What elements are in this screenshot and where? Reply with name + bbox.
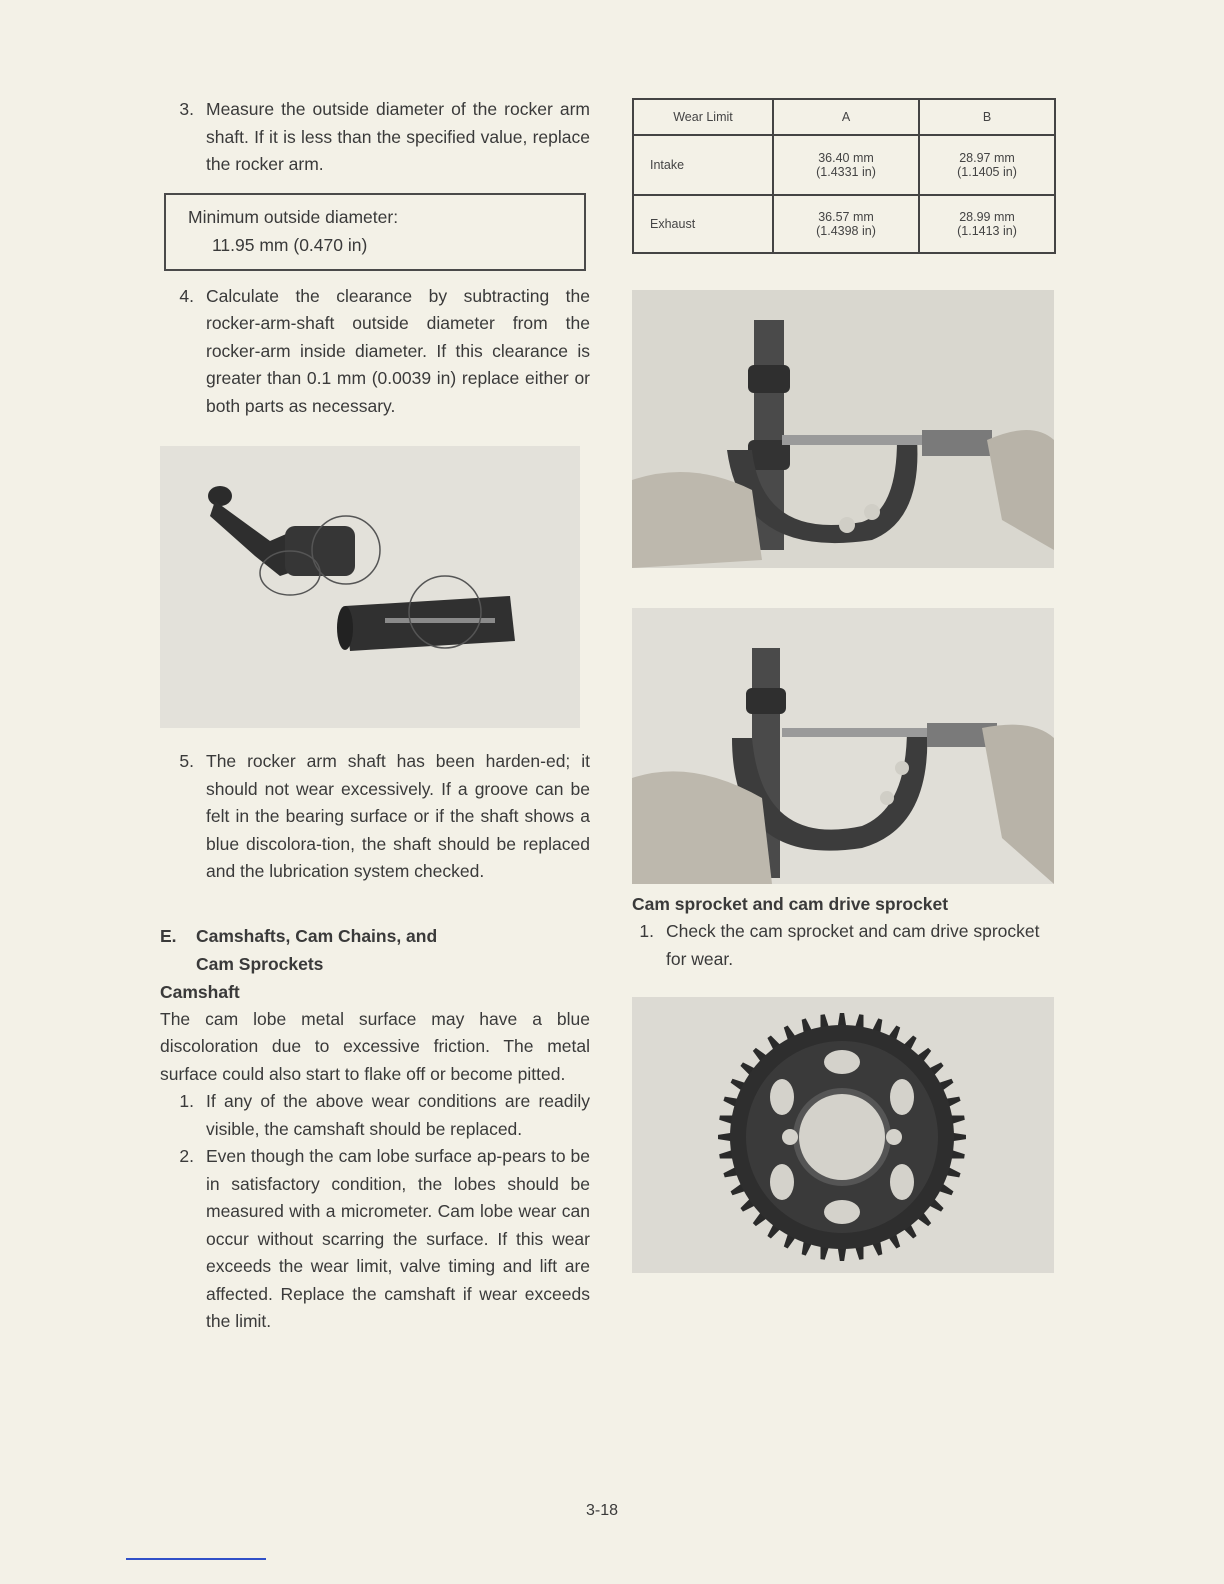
spec-box	[164, 193, 586, 271]
step-5	[160, 748, 590, 886]
camshaft-heading: Camshaft	[160, 981, 240, 1002]
cell-mm: 28.99 mm	[959, 210, 1015, 224]
left-column	[160, 96, 590, 1336]
rocker-arm-photo	[160, 446, 580, 728]
page-number: 3-18	[586, 1502, 619, 1519]
cell-mm: 36.57 mm	[818, 210, 874, 224]
table-cell	[773, 195, 919, 253]
cell-in: (1.1405 in)	[957, 165, 1017, 179]
step-text: Measure the outside diameter of the rocker arm shaft. If it is less than the specified value, replace the rocker arm.	[206, 99, 590, 174]
table-cell	[773, 135, 919, 195]
spec-label: Minimum outside diameter:	[188, 206, 399, 227]
step-number: 4.	[179, 285, 194, 306]
camshaft-item-2	[160, 1143, 590, 1336]
table-cell	[919, 195, 1055, 253]
step-3	[160, 96, 590, 179]
step-number: 2.	[179, 1146, 194, 1166]
section-title-line2: Cam Sprockets	[196, 953, 324, 974]
step-text: The rocker arm shaft has been harden-ed; it should not wear excessively. If a groove can be felt in the bearing surface or if the shaft shows a blue discolora-tion, the shaft should be replaced and the lubrication system checked.	[206, 751, 590, 881]
table-row-label: Exhaust	[633, 195, 773, 253]
step-text: Even though the cam lobe surface ap-pears to be in satisfactory condition, the lobes should be measured with a micrometer. Cam lobe wear can occur without scarring the surface. If this wear exceeds the wear limit, valve timing and lift are affected. Replace the camshaft if wear exceeds the limit.	[206, 1146, 590, 1331]
sprocket-heading: Cam sprocket and cam drive sprocket	[632, 894, 949, 914]
cell-in: (1.4331 in)	[816, 165, 876, 179]
spec-value: 11.95 mm (0.470 in)	[212, 234, 368, 255]
camshaft-intro: The cam lobe metal surface may have a blue discoloration due to excessive friction. The metal surface could also start to flake off or become pitted.	[160, 1008, 590, 1084]
right-column	[632, 98, 1058, 1273]
micrometer-illustration	[632, 608, 1054, 884]
section-letter: E.	[160, 925, 177, 946]
footer-line	[126, 1558, 266, 1560]
table-row	[633, 195, 1055, 253]
step-number: 3.	[179, 99, 194, 119]
sprocket-item-1	[632, 918, 1058, 973]
table-row	[633, 135, 1055, 195]
table-header-cell: A	[773, 99, 919, 135]
rocker-arm-illustration	[160, 446, 580, 728]
section-title-line1: Camshafts, Cam Chains, and	[196, 925, 438, 946]
cell-in: (1.4398 in)	[816, 224, 876, 238]
step-number: 1.	[179, 1091, 194, 1111]
step-text: If any of the above wear conditions are readily visible, the camshaft should be replaced.	[206, 1091, 590, 1139]
camshaft-micrometer-photo-2	[632, 608, 1054, 884]
table-header-row	[633, 99, 1055, 135]
step-4	[160, 283, 590, 421]
cell-mm: 28.97 mm	[959, 151, 1015, 165]
step-number: 1.	[639, 921, 654, 941]
section-heading	[160, 922, 590, 978]
cell-mm: 36.40 mm	[818, 151, 874, 165]
cam-sprocket-photo	[632, 997, 1054, 1273]
table-header-cell: Wear Limit	[633, 99, 773, 135]
camshaft-item-1	[160, 1088, 590, 1143]
step-text: Check the cam sprocket and cam drive sprocket for wear.	[666, 921, 1040, 969]
wear-limit-table	[632, 98, 1056, 254]
table-cell	[919, 135, 1055, 195]
micrometer-illustration	[632, 290, 1054, 568]
table-header-cell: B	[919, 99, 1055, 135]
sprocket-illustration	[632, 997, 1054, 1273]
cell-in: (1.1413 in)	[957, 224, 1017, 238]
step-text: Calculate the clearance by subtracting the rocker-arm-shaft outside diameter from the rocker-arm inside diameter. If this clearance is greater than 0.1 mm (0.0039 in) replace either or both parts as necessary.	[206, 285, 590, 416]
step-number: 5.	[179, 751, 194, 771]
table-row-label: Intake	[633, 135, 773, 195]
camshaft-micrometer-photo-1	[632, 290, 1054, 568]
